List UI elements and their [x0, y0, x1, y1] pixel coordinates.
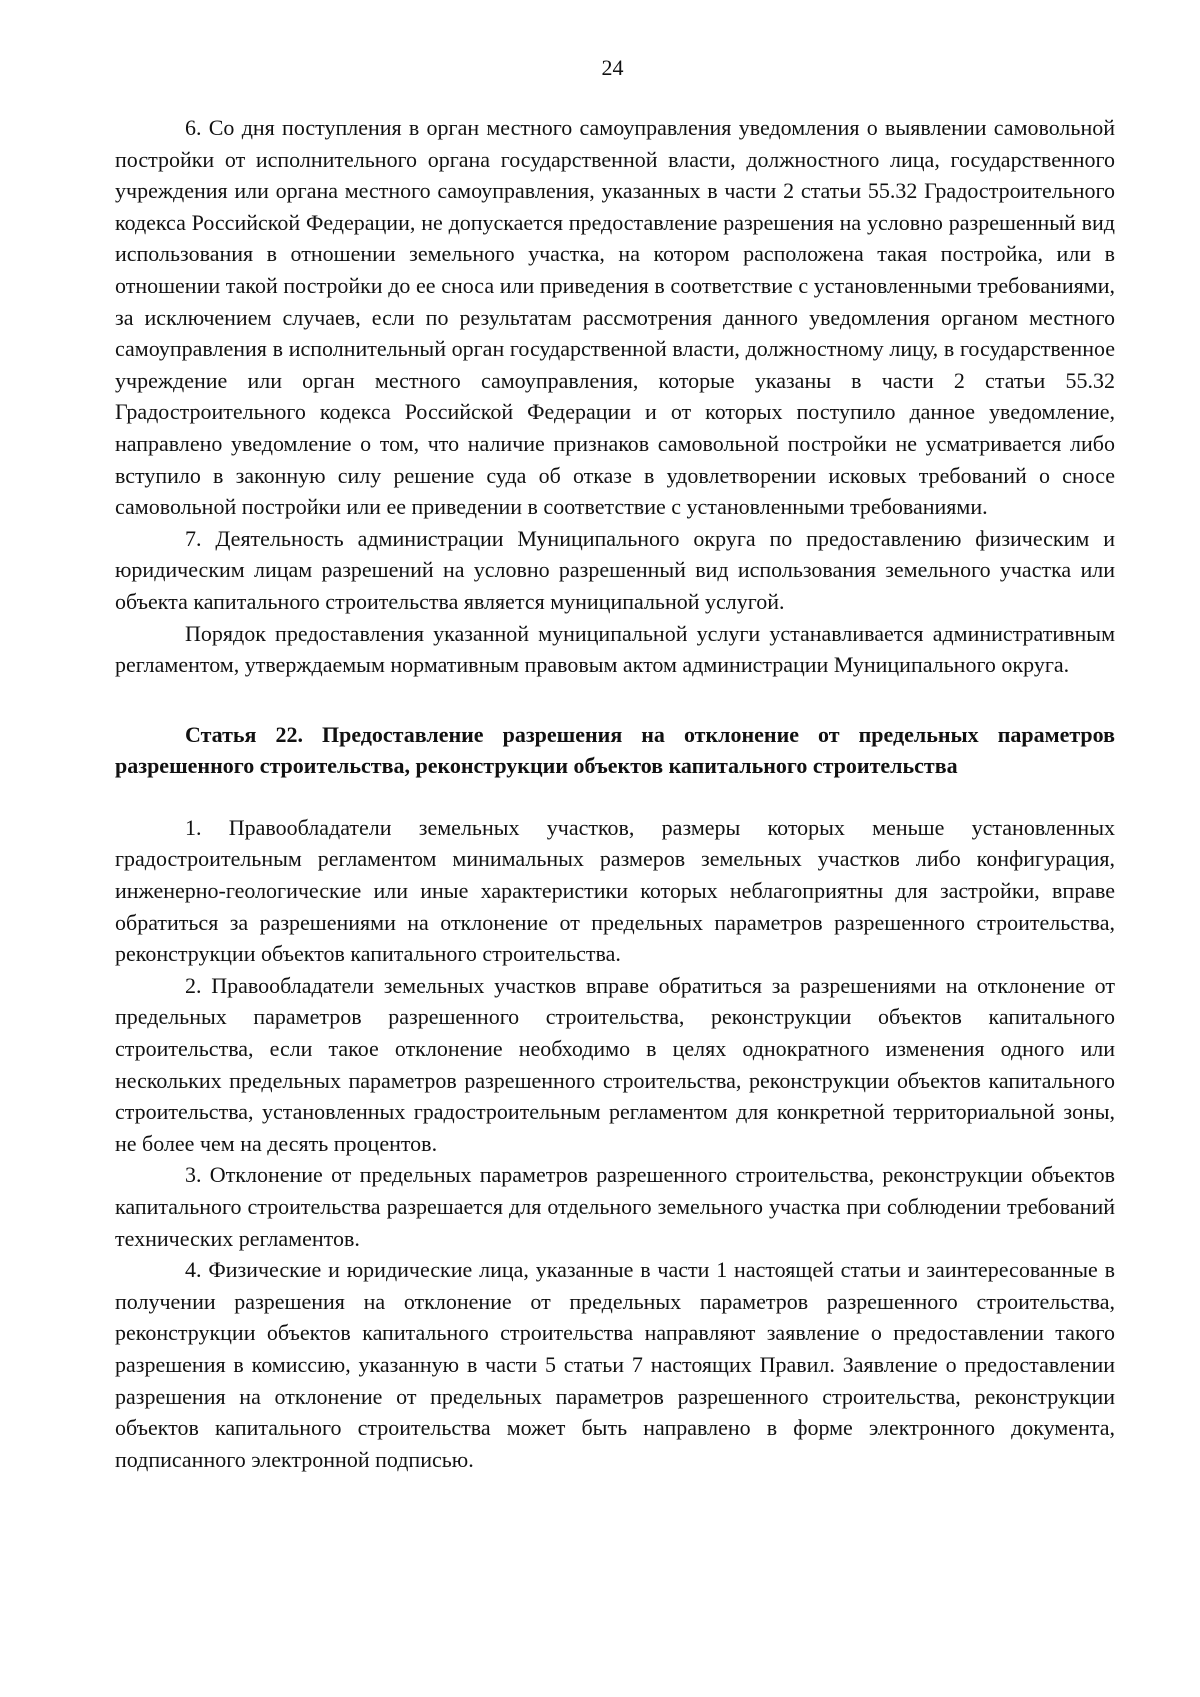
article-title: Статья 22. Предоставление разрешения на отклонение от предельных параметров разрешенного строительства, реконструкции объектов капитального строительства: [115, 721, 1115, 779]
paragraph-6: 6. Со дня поступления в орган местного самоуправления уведомления о выявлении самовольной постройки от исполнительного органа государственной власти, должностного лица, государственного учреждения или органа местного самоуправления, указанных в части 2 статьи 55.32 Градостроительного кодекса Российской Федерации, не допускается предоставление разрешения на условно разрешенный вид использования в отношении земельного участка, на котором расположена такая постройка, или в отношении такой постройки до ее сноса или приведения в соответствие с установленными требованиями, за исключением случаев, если по результатам рассмотрения данного уведомления органом местного самоуправления в исполнительный орган государственной власти, должностному лицу, в государственное учреждение или орган местного самоуправления, которые указаны в части 2 статьи 55.32 Градостроительного кодекса Российской Федерации и от которых поступило данное уведомление, направлено уведомление о том, что наличие признаков самовольной постройки не усматривается либо вступило в законную силу решение суда об отказе в удовлетворении исковых требований о сносе самовольной постройки или ее приведении в соответствие с установленными требованиями.: [115, 115, 1115, 520]
paragraph-7-continued: Порядок предоставления указанной муниципальной услуги устанавливается административным регламентом, утверждаемым нормативным правовым актом администрации Муниципального округа.: [115, 620, 1115, 678]
document-body: [115, 112, 1115, 1475]
paragraph-7: 7. Деятельность администрации Муниципального округа по предоставлению физическим и юридическим лицам разрешений на условно разрешенный вид использования земельного участка или объекта капитального строительства является муниципальной услугой.: [115, 525, 1115, 614]
page-number: 24: [601, 55, 624, 80]
article-paragraph-3: 3. Отклонение от предельных параметров разрешенного строительства, реконструкции объектов капитального строительства разрешается для отдельного земельного участка при соблюдении требований технических регламентов.: [115, 1162, 1115, 1251]
article-paragraph-1: 1. Правообладатели земельных участков, размеры которых меньше установленных градостроительным регламентом минимальных размеров земельных участков либо конфигурация, инженерно-геологические или иные характеристики которых неблагоприятны для застройки, вправе обратиться за разрешениями на отклонение от предельных параметров разрешенного строительства, реконструкции объектов капитального строительства.: [115, 814, 1115, 967]
article-paragraph-2: 2. Правообладатели земельных участков вправе обратиться за разрешениями на отклонение от предельных параметров разрешенного строительства, реконструкции объектов капитального строительства, если такое отклонение необходимо в целях однократного изменения одного или нескольких предельных параметров разрешенного строительства, реконструкции объектов капитального строительства, установленных градостроительным регламентом для конкретной территориальной зоны, не более чем на десять процентов.: [115, 972, 1115, 1156]
article-paragraph-4: 4. Физические и юридические лица, указанные в части 1 настоящей статьи и заинтересованные в получении разрешения на отклонение от предельных параметров разрешенного строительства, реконструкции объектов капитального строительства направляют заявление о предоставлении такого разрешения в комиссию, указанную в части 5 статьи 7 настоящих Правил. Заявление о предоставлении разрешения на отклонение от предельных параметров разрешенного строительства, реконструкции объектов капитального строительства может быть направлено в форме электронного документа, подписанного электронной подписью.: [115, 1257, 1115, 1472]
